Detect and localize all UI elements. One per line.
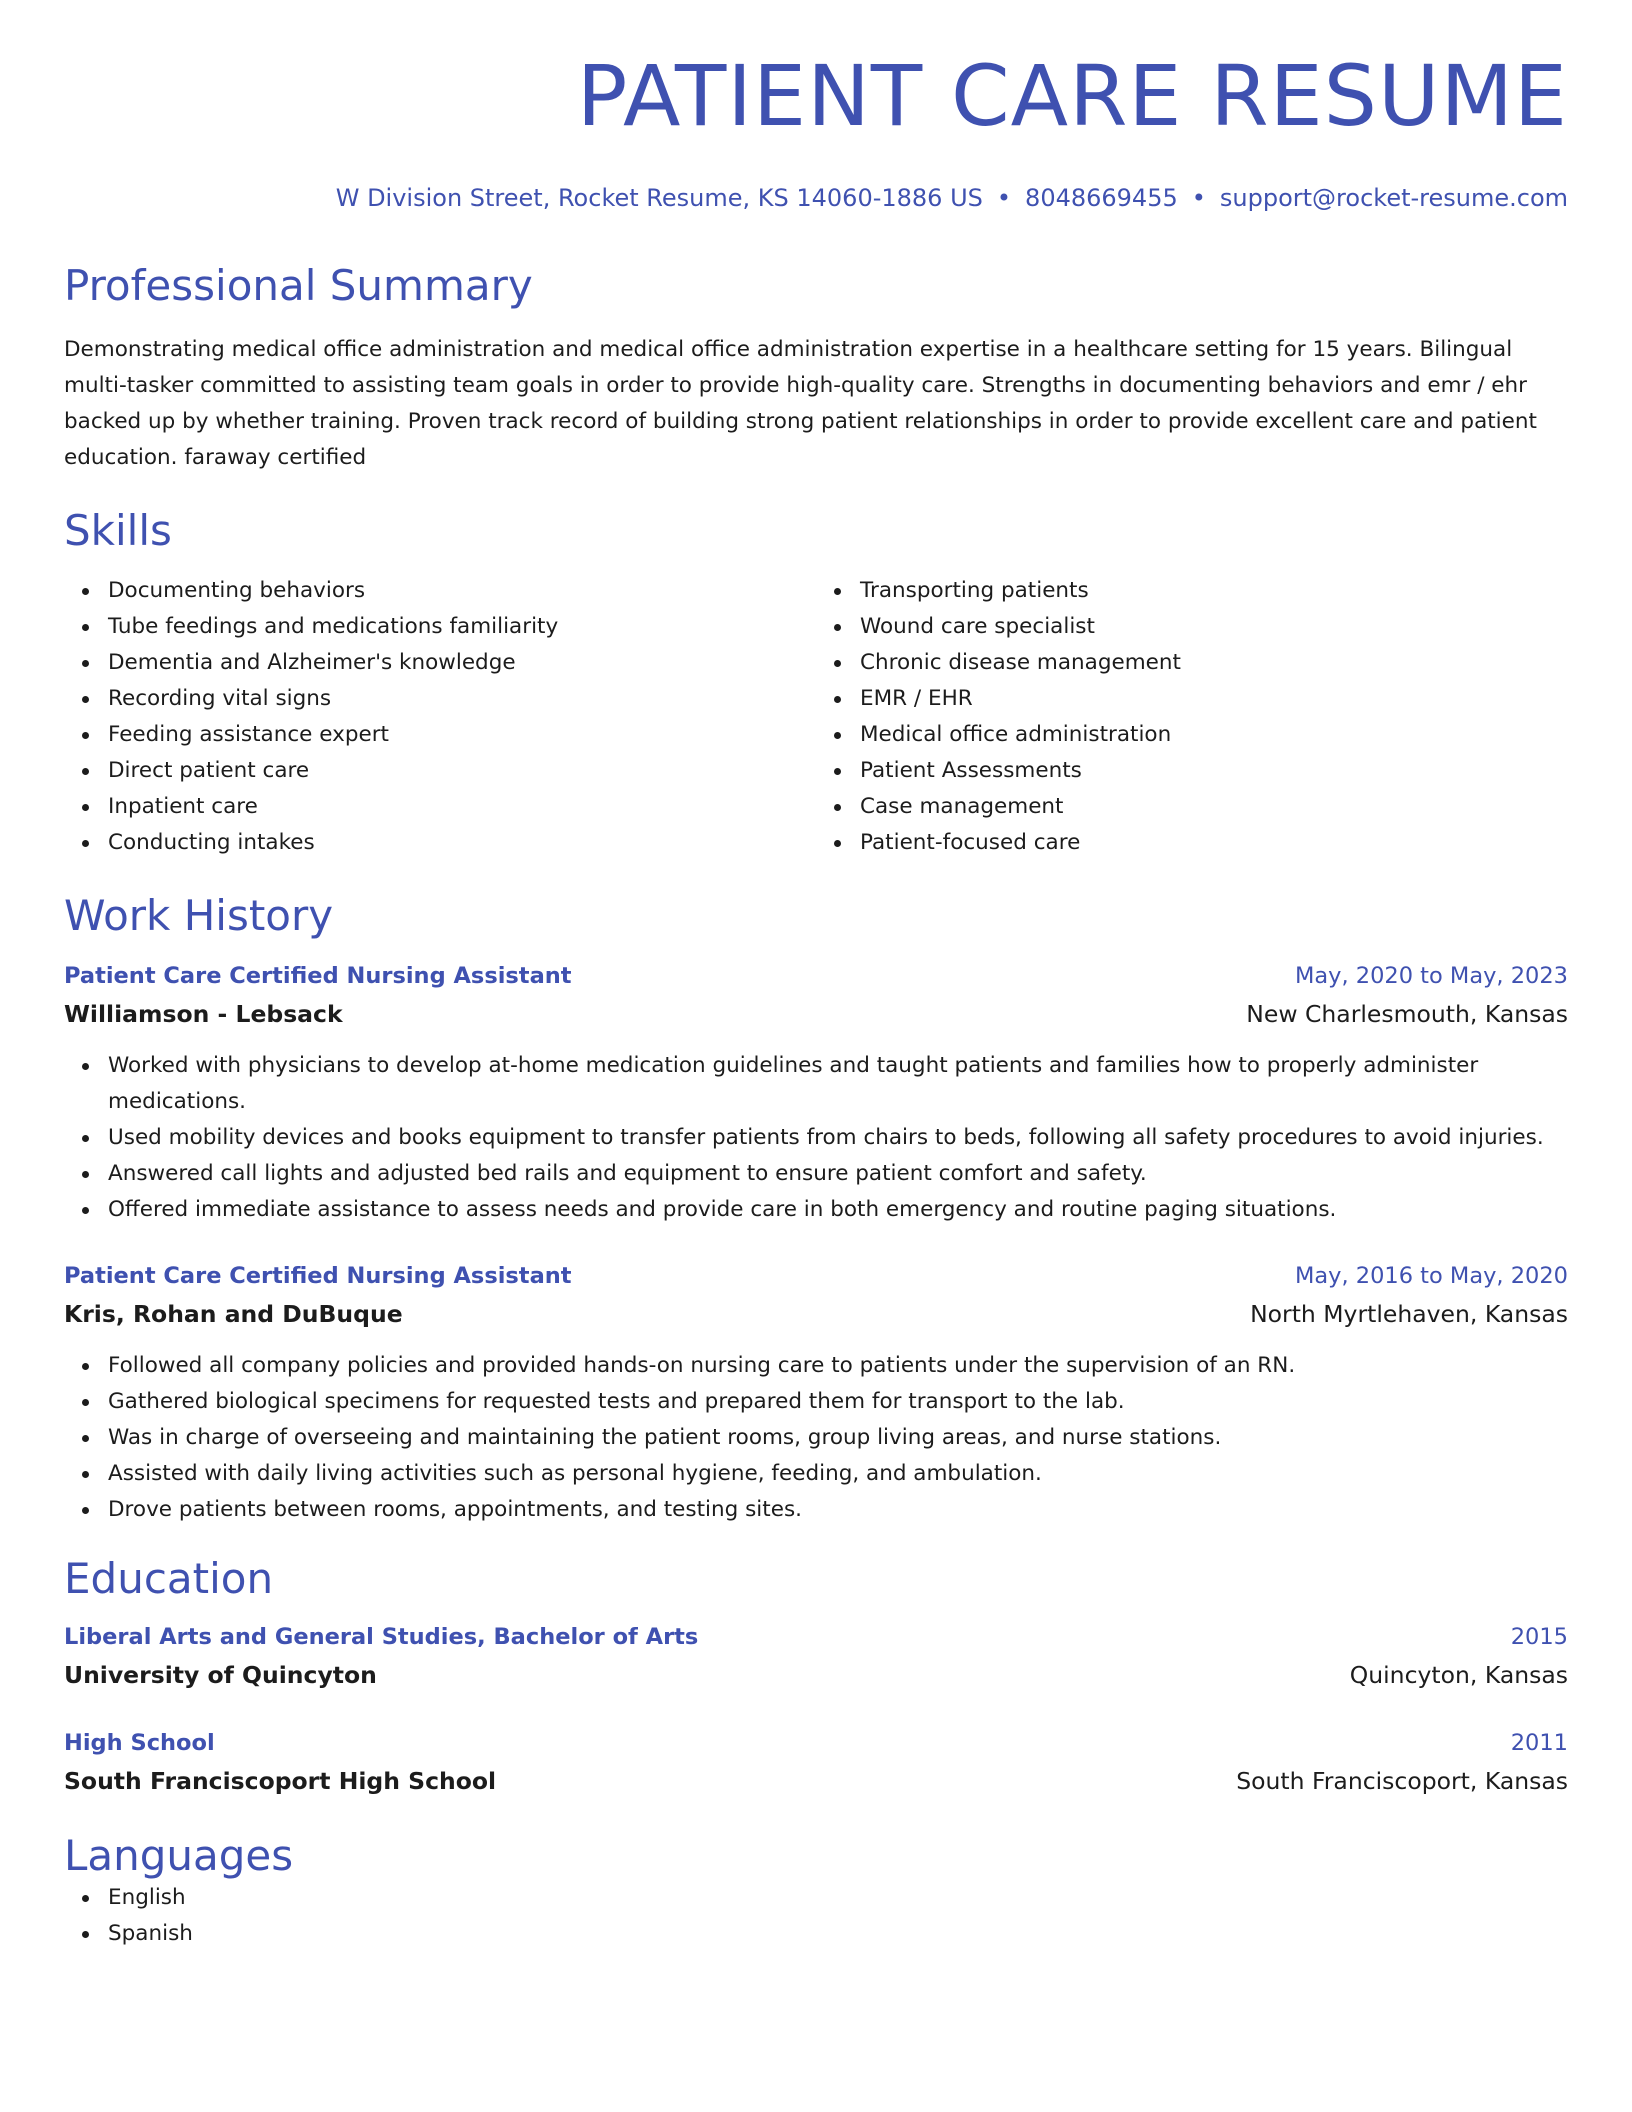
education-location: South Franciscoport, Kansas: [1236, 1766, 1568, 1795]
education-year: 2011: [1510, 1729, 1568, 1756]
job-company-row: [64, 994, 1568, 1034]
skill-item: Feeding assistance expert: [108, 717, 816, 753]
job-header-row: [64, 958, 1568, 994]
skill-item: Dementia and Alzheimer's knowledge: [108, 645, 816, 681]
job-duties: [64, 1048, 1568, 1228]
contact-address: W Division Street, Rocket Resume, KS 14060-1886 US: [335, 184, 983, 212]
education-heading: Education: [64, 1553, 274, 1603]
skill-item: Documenting behaviors: [108, 573, 816, 609]
skill-item: EMR / EHR: [860, 681, 1568, 717]
job-location: North Myrtlehaven, Kansas: [1250, 1299, 1568, 1328]
job-duty: Answered call lights and adjusted bed rails and equipment to ensure patient comfort and safety.: [108, 1156, 1568, 1192]
job-duty: Was in charge of overseeing and maintaining the patient rooms, group living areas, and nurse stations.: [108, 1420, 1568, 1456]
education-header-row: [64, 1725, 1568, 1761]
education-location: Quincyton, Kansas: [1349, 1660, 1568, 1689]
contact-email[interactable]: support@rocket-resume.com: [1219, 184, 1568, 212]
job-header-row: [64, 1258, 1568, 1294]
education-entry: [64, 1725, 1568, 1801]
education-degree: Liberal Arts and General Studies, Bachelor of Arts: [64, 1623, 699, 1650]
education-header-row: [64, 1619, 1568, 1655]
job-duty: Used mobility devices and books equipment to transfer patients from chairs to beds, following all safety procedures to avoid injuries.: [108, 1120, 1568, 1156]
language-item: English: [108, 1880, 1568, 1916]
skills-list-right: [816, 573, 1568, 861]
job-entry: [64, 958, 1568, 1228]
contact-separator: •: [1191, 184, 1206, 212]
summary-heading: Professional Summary: [64, 260, 533, 310]
job-role: Patient Care Certified Nursing Assistant: [64, 962, 572, 989]
resume-header: [64, 0, 1568, 213]
skill-item: Conducting intakes: [108, 825, 816, 861]
job-duty: Followed all company policies and provided hands-on nursing care to patients under the supervision of an RN.: [108, 1348, 1568, 1384]
job-dates: May, 2020 to May, 2023: [1294, 962, 1568, 989]
job-duty: Offered immediate assistance to assess needs and provide care in both emergency and routine paging situations.: [108, 1192, 1568, 1228]
job-duties: [64, 1348, 1568, 1528]
education-entry: [64, 1619, 1568, 1695]
education-year: 2015: [1510, 1623, 1568, 1650]
skill-item: Tube feedings and medications familiarity: [108, 609, 816, 645]
languages-heading: Languages: [64, 1830, 294, 1880]
skill-item: Recording vital signs: [108, 681, 816, 717]
job-company-row: [64, 1294, 1568, 1334]
job-company: Kris, Rohan and DuBuque: [64, 1299, 403, 1328]
skills-heading: Skills: [64, 505, 172, 555]
summary-text: Demonstrating medical office administration and medical office administration expertise in a healthcare setting for 15 years. Bilingual multi-tasker committed to assisting team goals in order to provide high-quality care. Strengths in documenting behaviors and emr / ehr backed up by whether training. Proven track record of building strong patient relationships in order to provide excellent care and patient education. faraway certified: [64, 336, 1537, 470]
job-duty: Drove patients between rooms, appointments, and testing sites.: [108, 1492, 1568, 1528]
job-duty: Gathered biological specimens for requested tests and prepared them for transport to the lab.: [108, 1384, 1568, 1420]
job-duty: Assisted with daily living activities such as personal hygiene, feeding, and ambulation.: [108, 1456, 1568, 1492]
skills-grid: [64, 573, 1568, 861]
skill-item: Transporting patients: [860, 573, 1568, 609]
skill-item: Inpatient care: [108, 789, 816, 825]
skill-item: Patient Assessments: [860, 753, 1568, 789]
work-history-heading: Work History: [64, 890, 334, 940]
skill-item: Patient-focused care: [860, 825, 1568, 861]
skill-item: Chronic disease management: [860, 645, 1568, 681]
contact-separator: •: [996, 184, 1012, 212]
contact-line: [64, 184, 1568, 213]
education-school-row: [64, 1655, 1568, 1695]
education-school: University of Quincyton: [64, 1660, 377, 1689]
skills-list-left: [64, 573, 816, 861]
job-duty: Worked with physicians to develop at-home medication guidelines and taught patients and families how to properly administer medications.: [108, 1048, 1568, 1120]
languages-list: [64, 1880, 1568, 1952]
skill-item: Wound care specialist: [860, 609, 1568, 645]
job-role: Patient Care Certified Nursing Assistant: [64, 1262, 572, 1289]
job-entry: [64, 1258, 1568, 1528]
contact-phone[interactable]: 8048669455: [1025, 184, 1178, 212]
education-school: South Franciscoport High School: [64, 1766, 497, 1795]
education-school-row: [64, 1761, 1568, 1801]
language-item: Spanish: [108, 1916, 1568, 1952]
job-company: Williamson - Lebsack: [64, 999, 343, 1028]
skill-item: Case management: [860, 789, 1568, 825]
job-dates: May, 2016 to May, 2020: [1294, 1262, 1568, 1289]
job-location: New Charlesmouth, Kansas: [1246, 999, 1568, 1028]
skill-item: Medical office administration: [860, 717, 1568, 753]
education-degree: High School: [64, 1729, 215, 1756]
skill-item: Direct patient care: [108, 753, 816, 789]
resume-title: PATIENT CARE RESUME: [576, 47, 1568, 145]
